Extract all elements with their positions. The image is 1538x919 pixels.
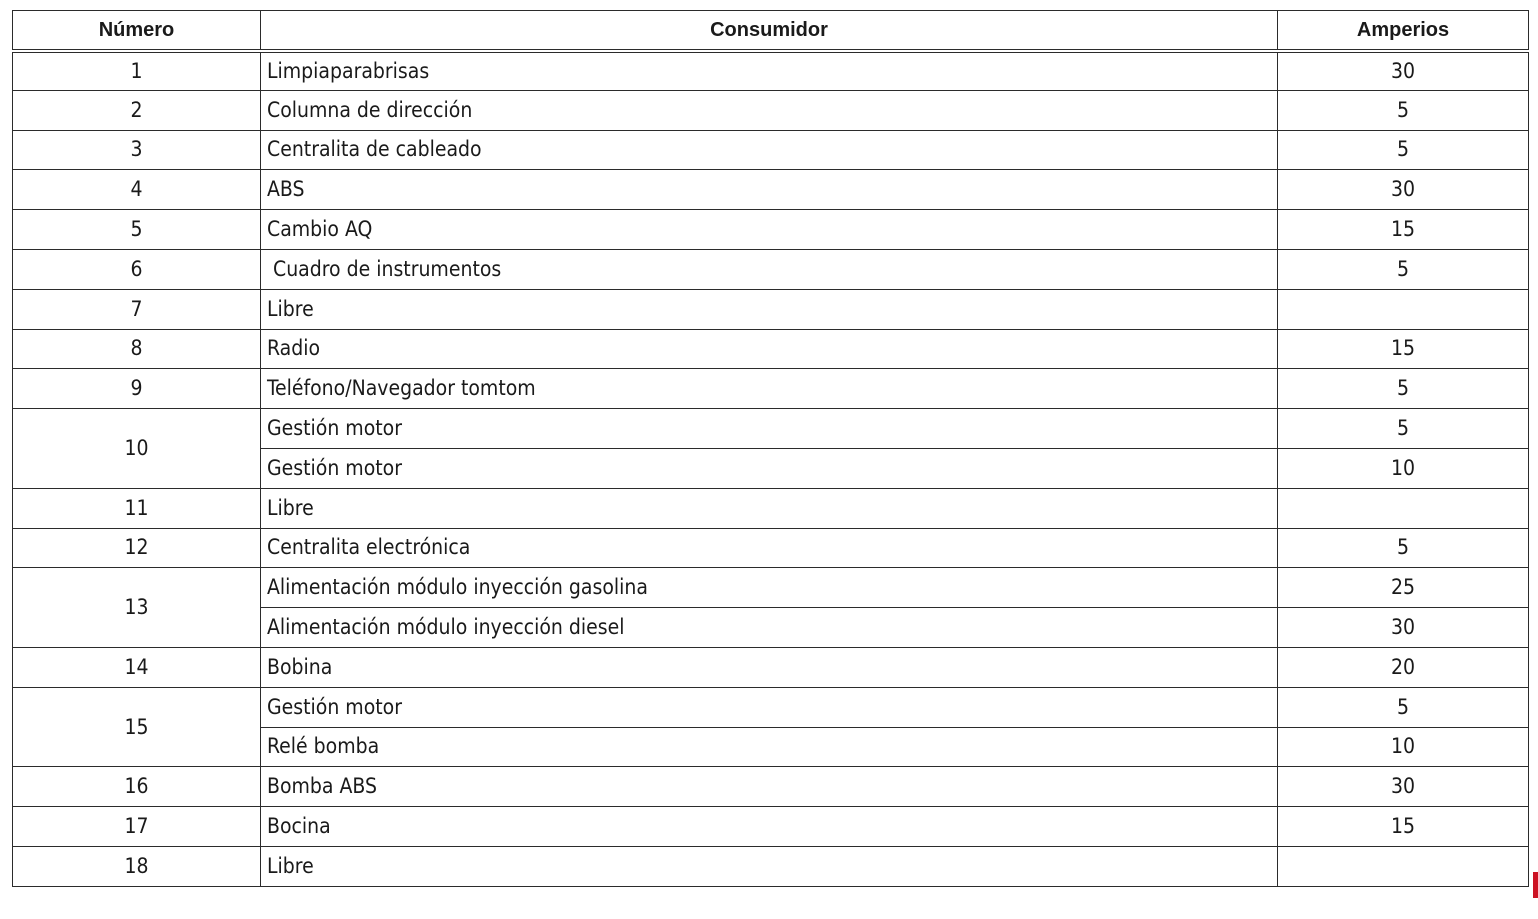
amperage-cell: 5 (1278, 528, 1529, 568)
consumer-cell: Relé bomba (261, 727, 1278, 767)
consumer-cell: Gestión motor (261, 409, 1278, 449)
consumer-cell: ABS (261, 170, 1278, 210)
amperage-cell: 5 (1278, 409, 1529, 449)
fuse-number-cell: 16 (13, 767, 261, 807)
header-numero: Número (13, 11, 261, 51)
amperage-cell: 25 (1278, 568, 1529, 608)
consumer-cell: Cuadro de instrumentos (261, 249, 1278, 289)
consumer-cell: Columna de dirección (261, 90, 1278, 130)
fuse-number-cell: 15 (13, 687, 261, 767)
fuse-number-cell: 14 (13, 647, 261, 687)
fuse-number-cell: 11 (13, 488, 261, 528)
fuse-number-cell: 8 (13, 329, 261, 369)
consumer-cell: Teléfono/Navegador tomtom (261, 369, 1278, 409)
fuse-number-cell: 18 (13, 846, 261, 886)
table-row (13, 249, 1529, 289)
consumer-cell: Libre (261, 289, 1278, 329)
amperage-cell: 5 (1278, 90, 1529, 130)
table-row (13, 170, 1529, 210)
consumer-cell: Bomba ABS (261, 767, 1278, 807)
amperage-cell: 10 (1278, 727, 1529, 767)
table-row (13, 528, 1529, 568)
table-row (13, 51, 1529, 91)
header-row (13, 11, 1529, 51)
table-header (13, 11, 1529, 51)
fuse-number-cell: 3 (13, 130, 261, 170)
amperage-cell: 15 (1278, 329, 1529, 369)
fuse-number-cell: 1 (13, 51, 261, 91)
table-row (13, 329, 1529, 369)
header-amperios: Amperios (1278, 11, 1529, 51)
consumer-cell: Bobina (261, 647, 1278, 687)
table-row (13, 90, 1529, 130)
consumer-cell: Centralita electrónica (261, 528, 1278, 568)
amperage-cell: 30 (1278, 170, 1529, 210)
table-row (13, 130, 1529, 170)
table-row (13, 488, 1529, 528)
table-row (13, 369, 1529, 409)
amperage-cell: 30 (1278, 51, 1529, 91)
consumer-cell: Radio (261, 329, 1278, 369)
fuse-number-cell: 13 (13, 568, 261, 648)
consumer-cell: Gestión motor (261, 448, 1278, 488)
consumer-cell: Libre (261, 846, 1278, 886)
table-row (13, 647, 1529, 687)
consumer-cell: Cambio AQ (261, 210, 1278, 250)
amperage-cell (1278, 846, 1529, 886)
amperage-cell: 5 (1278, 687, 1529, 727)
amperage-cell: 5 (1278, 369, 1529, 409)
table-row (13, 568, 1529, 608)
fuse-number-cell: 5 (13, 210, 261, 250)
fuse-number-cell: 6 (13, 249, 261, 289)
fuse-number-cell: 2 (13, 90, 261, 130)
amperage-cell: 30 (1278, 767, 1529, 807)
amperage-cell: 20 (1278, 647, 1529, 687)
amperage-cell (1278, 488, 1529, 528)
fuse-number-cell: 12 (13, 528, 261, 568)
header-consumidor: Consumidor (261, 11, 1278, 51)
fuse-number-cell: 4 (13, 170, 261, 210)
table-row (13, 289, 1529, 329)
amperage-cell (1278, 289, 1529, 329)
amperage-cell: 10 (1278, 448, 1529, 488)
amperage-cell: 15 (1278, 210, 1529, 250)
consumer-cell: Bocina (261, 807, 1278, 847)
amperage-cell: 5 (1278, 249, 1529, 289)
table-row (13, 687, 1529, 727)
amperage-cell: 30 (1278, 608, 1529, 648)
fuse-number-cell: 9 (13, 369, 261, 409)
consumer-cell: Centralita de cableado (261, 130, 1278, 170)
table-row (13, 409, 1529, 449)
consumer-cell: Alimentación módulo inyección gasolina (261, 568, 1278, 608)
page-edge-marker (1533, 872, 1538, 898)
fuse-number-cell: 17 (13, 807, 261, 847)
fuse-number-cell: 7 (13, 289, 261, 329)
table-row (13, 846, 1529, 886)
amperage-cell: 15 (1278, 807, 1529, 847)
table-row (13, 807, 1529, 847)
consumer-cell: Limpiaparabrisas (261, 51, 1278, 91)
fuse-table (12, 10, 1529, 887)
table-row (13, 767, 1529, 807)
amperage-cell: 5 (1278, 130, 1529, 170)
consumer-cell: Libre (261, 488, 1278, 528)
consumer-cell: Alimentación módulo inyección diesel (261, 608, 1278, 648)
table-row (13, 210, 1529, 250)
consumer-cell: Gestión motor (261, 687, 1278, 727)
table-body (13, 51, 1529, 887)
fuse-number-cell: 10 (13, 409, 261, 489)
